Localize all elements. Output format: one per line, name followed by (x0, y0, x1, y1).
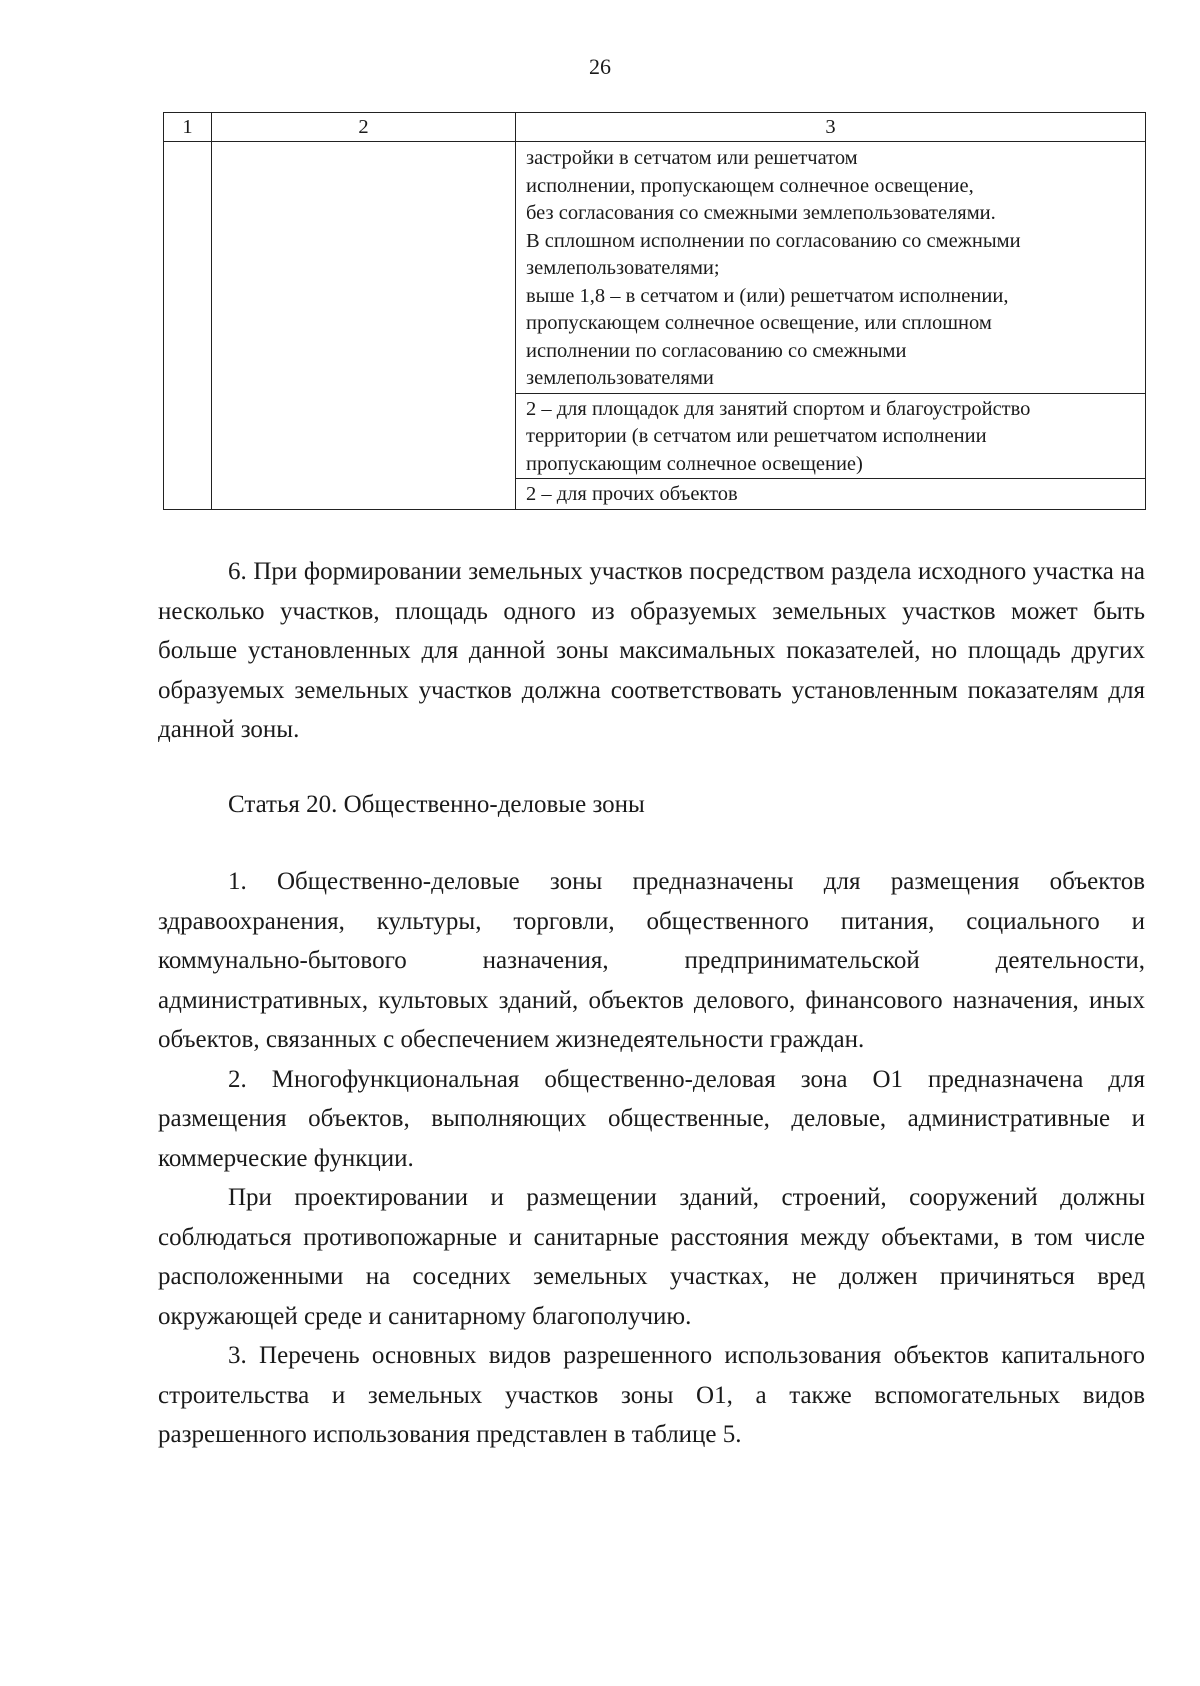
section-paragraph-6 (158, 552, 1145, 750)
table-cell-col3 (516, 142, 1146, 394)
cell-text-line: пропускающем солнечное освещение, или сплошном (526, 312, 992, 334)
cell-text-line: без согласования со смежными землепользователями. (526, 202, 996, 224)
table-cell-col3 (516, 393, 1146, 479)
cell-text-line: территории (в сетчатом или решетчатом исполнении (526, 425, 987, 447)
cell-text-line: исполнении, пропускающем солнечное освещение, (526, 174, 974, 197)
paragraph: 1. Общественно-деловые зоны предназначены для размещения объектов здравоохранения, культуры, торговли, общественного питания, социального и коммунально-бытового назначения, предпринимательской деятельности, административных, культовых зданий, объектов делового, финансового назначения, иных объектов, связанных с обеспечением жизнедеятельности граждан. (158, 868, 1145, 1053)
cell-text-line: В сплошном исполнении по согласованию со смежными (526, 229, 1021, 252)
table-row (164, 142, 1146, 394)
cell-text-line: землепользователями; (526, 257, 720, 279)
paragraph: 3. Перечень основных видов разрешенного использования объектов капитального строительства и земельных участков зоны О1, а также вспомогательных видов разрешенного использования представлен в таблице 5. (158, 1342, 1145, 1448)
cell-text-line: 2 – для площадок для занятий спортом и благоустройство (526, 397, 1031, 420)
paragraph: 2. Многофункциональная общественно-деловая зона О1 предназначена для размещения объектов, выполняющих общественные, деловые, административные и коммерческие функции. (158, 1065, 1145, 1172)
article-body (158, 862, 1145, 1455)
cell-text-line: выше 1,8 – в сетчатом и (или) решетчатом исполнении, (526, 284, 1009, 307)
paragraph: 6. При формировании земельных участков посредством раздела исходного участка на несколько участков, площадь одного из образуемых земельных участков может быть больше установленных для данной зоны максимальных показателей, но площадь других образуемых земельных участков должна соответствовать установленным показателям для данной зоны. (158, 558, 1145, 743)
table-header-cell: 1 (164, 113, 212, 142)
table-header-row (164, 113, 1146, 142)
table-cell-col1 (164, 142, 212, 510)
cell-text-line: 2 – для прочих объектов (526, 483, 738, 505)
cell-text-line: пропускающим солнечное освещение) (526, 452, 863, 475)
table-cell-col3 (516, 479, 1146, 510)
page-number: 26 (589, 54, 611, 79)
table-cell-col2 (212, 142, 516, 510)
cell-text-line: землепользователями (526, 367, 714, 389)
cell-text-line: застройки в сетчатом или решетчатом (526, 147, 858, 169)
paragraph: При проектировании и размещении зданий, строений, сооружений должны соблюдаться противопожарные и санитарные расстояния между объектами, в том числе расположенными на соседних земельных участках, не должен причиняться вред окружающей среде и санитарному благополучию. (158, 1184, 1145, 1330)
article-heading: Статья 20. Общественно-деловые зоны (228, 791, 645, 818)
cell-text-line: исполнении по согласованию со смежными (526, 339, 907, 362)
table-header-cell: 3 (516, 113, 1146, 142)
table-header-cell: 2 (212, 113, 516, 142)
continued-table (163, 112, 1146, 510)
